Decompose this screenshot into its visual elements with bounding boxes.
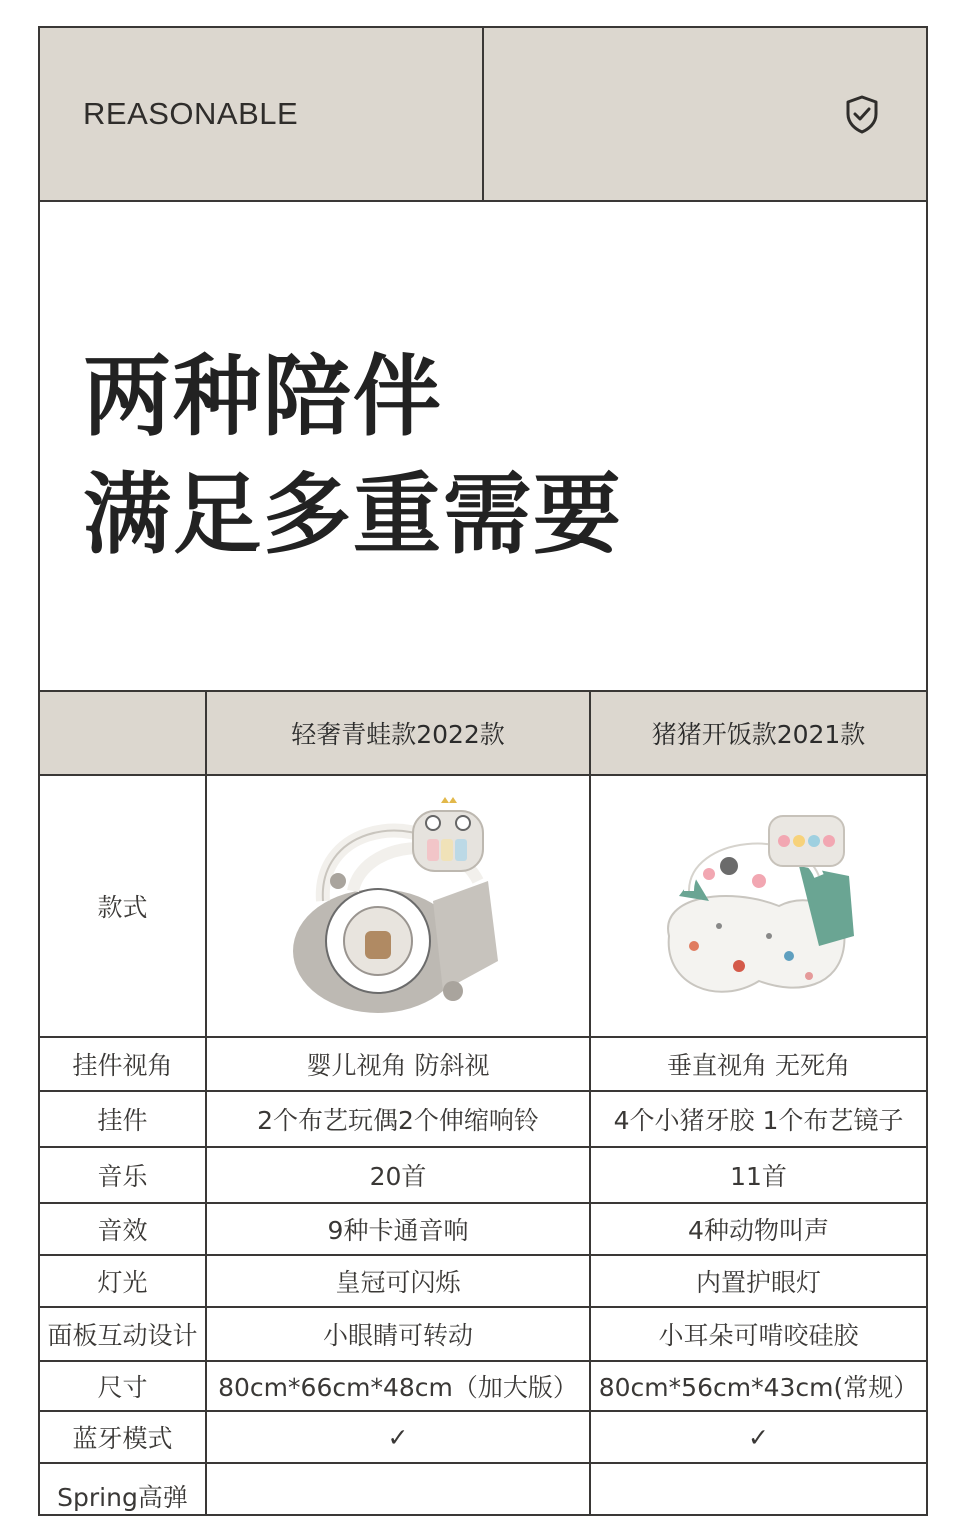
row-label: 面板互动设计	[39, 1307, 206, 1361]
header-cell-frog-2022: 轻奢青蛙款2022款	[206, 691, 590, 775]
row-label: 音效	[39, 1203, 206, 1255]
cell-pig: 4个小猪牙胶 1个布艺镜子	[590, 1091, 927, 1147]
table-row	[39, 1463, 927, 1515]
cell-pig: 4种动物叫声	[590, 1203, 927, 1255]
table-row	[39, 1037, 927, 1091]
cell-frog: ✓	[206, 1411, 590, 1463]
row-label: 挂件	[39, 1091, 206, 1147]
shield-check-icon	[844, 94, 880, 134]
table-row	[39, 1307, 927, 1361]
comparison-card	[38, 26, 928, 1512]
row-label: 尺寸	[39, 1361, 206, 1411]
headline-line-1: 两种陪伴	[83, 345, 444, 448]
row-label: 灯光	[39, 1255, 206, 1307]
product-image-pig	[590, 775, 927, 1037]
table-row	[39, 1255, 927, 1307]
row-label: 款式	[39, 775, 206, 1037]
cell-pig: 内置护眼灯	[590, 1255, 927, 1307]
row-label: 音乐	[39, 1147, 206, 1203]
cell-pig: 80cm*56cm*43cm(常规）	[590, 1361, 927, 1411]
table-row	[39, 1203, 927, 1255]
row-label: 挂件视角	[39, 1037, 206, 1091]
table-header-row	[39, 691, 927, 775]
headline-line-2: 满足多重需要	[83, 463, 624, 566]
table-row-style	[39, 775, 927, 1037]
cell-pig: 垂直视角 无死角	[590, 1037, 927, 1091]
brand-label: REASONABLE	[83, 96, 299, 131]
row-label: Spring高弹	[39, 1463, 206, 1515]
page-headline	[83, 338, 623, 574]
cell-frog: 婴儿视角 防斜视	[206, 1037, 590, 1091]
table-row	[39, 1147, 927, 1203]
cell-frog: 80cm*66cm*48cm（加大版）	[206, 1361, 590, 1411]
cell-pig: ✓	[590, 1411, 927, 1463]
row-label: 蓝牙模式	[39, 1411, 206, 1463]
table-row	[39, 1411, 927, 1463]
cell-frog: 20首	[206, 1147, 590, 1203]
spec-comparison-table	[38, 690, 928, 1516]
table-row	[39, 1361, 927, 1411]
cell-pig	[590, 1463, 927, 1515]
cell-frog: 9种卡通音响	[206, 1203, 590, 1255]
cell-frog	[206, 1463, 590, 1515]
cell-frog: 2个布艺玩偶2个伸缩响铃	[206, 1091, 590, 1147]
cell-pig: 11首	[590, 1147, 927, 1203]
header-cell-empty	[39, 691, 206, 775]
cell-frog: 小眼睛可转动	[206, 1307, 590, 1361]
header-bar	[40, 28, 926, 202]
header-divider	[482, 28, 484, 200]
header-cell-pig-2021: 猪猪开饭款2021款	[590, 691, 927, 775]
pig-play-gym-image	[649, 796, 869, 1016]
product-image-frog	[206, 775, 590, 1037]
cell-pig: 小耳朵可啃咬硅胶	[590, 1307, 927, 1361]
table-row	[39, 1091, 927, 1147]
cell-frog: 皇冠可闪烁	[206, 1255, 590, 1307]
frog-play-gym-image	[283, 791, 513, 1021]
